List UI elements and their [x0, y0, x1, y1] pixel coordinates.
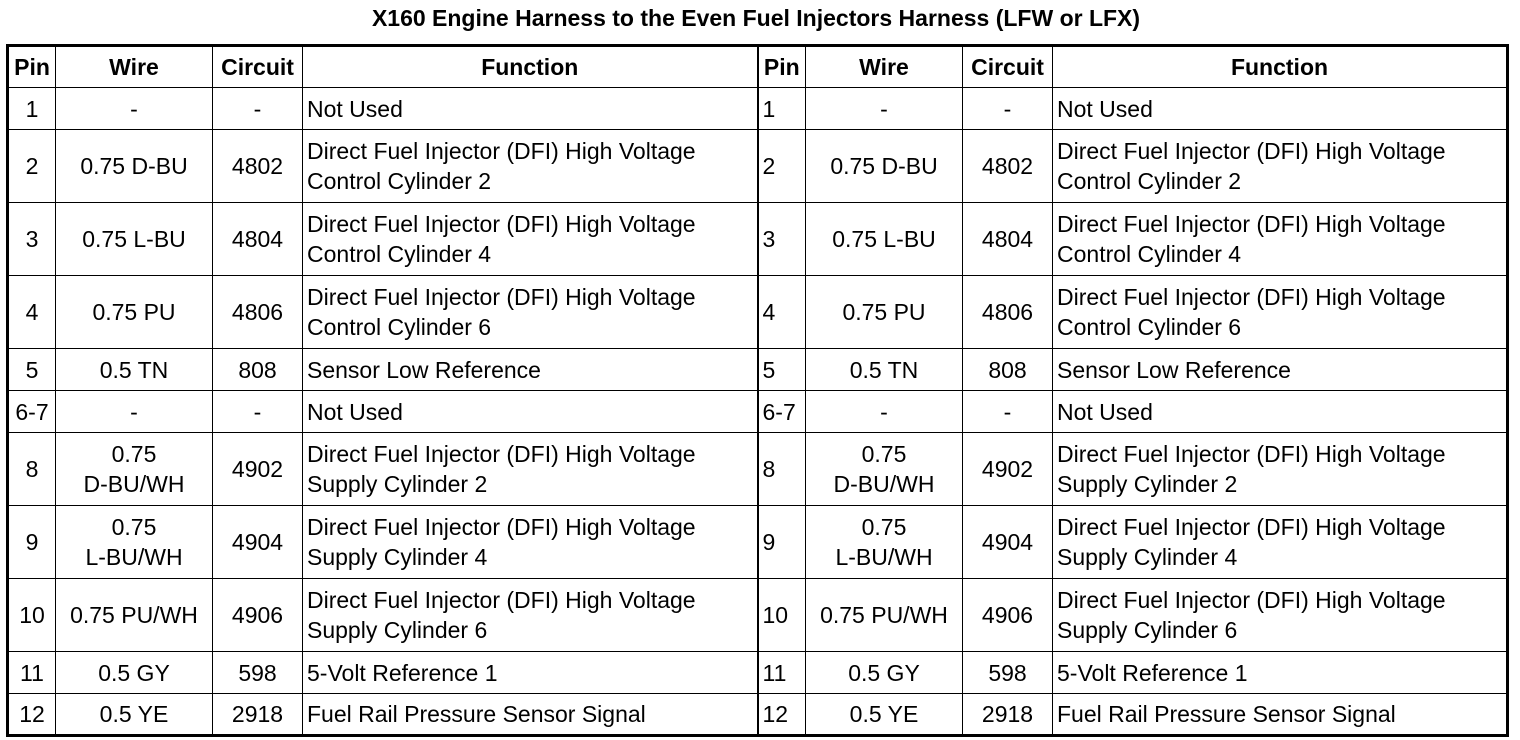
pin-cell: 6-7 [8, 391, 56, 433]
function-cell: Direct Fuel Injector (DFI) High Voltage Supply Cylinder 6 [1053, 579, 1508, 652]
wire-cell: 0.75 L-BU [56, 203, 213, 276]
table-row [8, 433, 1508, 506]
wire-cell: 0.75 PU/WH [806, 579, 963, 652]
pin-cell: 5 [758, 349, 806, 391]
function-cell: Direct Fuel Injector (DFI) High Voltage Control Cylinder 2 [1053, 130, 1508, 203]
wire-cell: 0.75 PU [806, 276, 963, 349]
circuit-cell: - [963, 391, 1053, 433]
table-row [8, 391, 1508, 433]
function-cell: Not Used [303, 391, 758, 433]
pin-cell: 9 [8, 506, 56, 579]
wire-cell: 0.5 GY [56, 652, 213, 694]
pin-cell: 4 [758, 276, 806, 349]
circuit-cell: 4806 [963, 276, 1053, 349]
pin-cell: 12 [758, 694, 806, 736]
circuit-cell: 2918 [963, 694, 1053, 736]
pin-cell: 10 [758, 579, 806, 652]
function-cell: Direct Fuel Injector (DFI) High Voltage Control Cylinder 6 [1053, 276, 1508, 349]
wire-cell: 0.75 D-BU/WH [806, 433, 963, 506]
circuit-cell: - [213, 88, 303, 130]
header-function: Function [1053, 46, 1508, 88]
wire-cell: 0.5 TN [56, 349, 213, 391]
function-cell: Sensor Low Reference [1053, 349, 1508, 391]
pin-cell: 2 [758, 130, 806, 203]
function-cell: 5-Volt Reference 1 [303, 652, 758, 694]
pin-cell: 10 [8, 579, 56, 652]
circuit-cell: 4804 [213, 203, 303, 276]
pin-cell: 6-7 [758, 391, 806, 433]
wire-cell: 0.5 YE [56, 694, 213, 736]
function-cell: Sensor Low Reference [303, 349, 758, 391]
wire-cell: 0.75 L-BU [806, 203, 963, 276]
function-cell: 5-Volt Reference 1 [1053, 652, 1508, 694]
circuit-cell: 598 [213, 652, 303, 694]
function-cell: Direct Fuel Injector (DFI) High Voltage Supply Cylinder 6 [303, 579, 758, 652]
circuit-cell: 4806 [213, 276, 303, 349]
header-wire: Wire [806, 46, 963, 88]
function-cell: Direct Fuel Injector (DFI) High Voltage Control Cylinder 4 [303, 203, 758, 276]
table-row [8, 652, 1508, 694]
pinout-table [6, 44, 1509, 737]
wire-cell: 0.5 YE [806, 694, 963, 736]
pin-cell: 3 [8, 203, 56, 276]
wire-cell: 0.75 PU [56, 276, 213, 349]
circuit-cell: 4904 [213, 506, 303, 579]
pin-cell: 5 [8, 349, 56, 391]
wire-cell: - [56, 88, 213, 130]
pin-cell: 8 [758, 433, 806, 506]
function-cell: Not Used [303, 88, 758, 130]
wire-cell: 0.75 D-BU [806, 130, 963, 203]
function-cell: Fuel Rail Pressure Sensor Signal [1053, 694, 1508, 736]
circuit-cell: 4906 [963, 579, 1053, 652]
function-cell: Direct Fuel Injector (DFI) High Voltage Control Cylinder 2 [303, 130, 758, 203]
circuit-cell: 2918 [213, 694, 303, 736]
circuit-cell: 4802 [213, 130, 303, 203]
wire-cell: - [806, 88, 963, 130]
table-row [8, 694, 1508, 736]
function-cell: Not Used [1053, 88, 1508, 130]
circuit-cell: 808 [963, 349, 1053, 391]
circuit-cell: - [213, 391, 303, 433]
header-pin: Pin [758, 46, 806, 88]
wire-cell: 0.75 PU/WH [56, 579, 213, 652]
function-cell: Direct Fuel Injector (DFI) High Voltage Control Cylinder 6 [303, 276, 758, 349]
table-row [8, 130, 1508, 203]
function-cell: Direct Fuel Injector (DFI) High Voltage Supply Cylinder 2 [303, 433, 758, 506]
pin-cell: 1 [758, 88, 806, 130]
pin-cell: 1 [8, 88, 56, 130]
table-row [8, 88, 1508, 130]
pin-cell: 8 [8, 433, 56, 506]
table-row [8, 276, 1508, 349]
wire-cell: 0.75 L-BU/WH [806, 506, 963, 579]
function-cell: Not Used [1053, 391, 1508, 433]
table-title: X160 Engine Harness to the Even Fuel Injectors Harness (LFW or LFX) [371, 5, 1141, 31]
circuit-cell: 808 [213, 349, 303, 391]
wire-cell: - [806, 391, 963, 433]
pin-cell: 12 [8, 694, 56, 736]
function-cell: Direct Fuel Injector (DFI) High Voltage Control Cylinder 4 [1053, 203, 1508, 276]
table-row [8, 506, 1508, 579]
pin-cell: 2 [8, 130, 56, 203]
function-cell: Direct Fuel Injector (DFI) High Voltage Supply Cylinder 2 [1053, 433, 1508, 506]
circuit-cell: 4902 [963, 433, 1053, 506]
wire-cell: 0.75 D-BU/WH [56, 433, 213, 506]
pin-cell: 4 [8, 276, 56, 349]
circuit-cell: 4802 [963, 130, 1053, 203]
pin-cell: 3 [758, 203, 806, 276]
header-wire: Wire [56, 46, 213, 88]
circuit-cell: - [963, 88, 1053, 130]
circuit-cell: 4902 [213, 433, 303, 506]
function-cell: Direct Fuel Injector (DFI) High Voltage Supply Cylinder 4 [1053, 506, 1508, 579]
header-function: Function [303, 46, 758, 88]
header-circuit: Circuit [963, 46, 1053, 88]
table-row [8, 579, 1508, 652]
wire-cell: 0.5 GY [806, 652, 963, 694]
circuit-cell: 4904 [963, 506, 1053, 579]
wire-cell: 0.75 L-BU/WH [56, 506, 213, 579]
header-pin: Pin [8, 46, 56, 88]
wire-cell: - [56, 391, 213, 433]
pin-cell: 11 [8, 652, 56, 694]
table-row [8, 349, 1508, 391]
circuit-cell: 4906 [213, 579, 303, 652]
pin-cell: 9 [758, 506, 806, 579]
circuit-cell: 4804 [963, 203, 1053, 276]
header-circuit: Circuit [213, 46, 303, 88]
table-body [8, 88, 1508, 736]
function-cell: Direct Fuel Injector (DFI) High Voltage Supply Cylinder 4 [303, 506, 758, 579]
pin-cell: 11 [758, 652, 806, 694]
table-row [8, 203, 1508, 276]
circuit-cell: 598 [963, 652, 1053, 694]
function-cell: Fuel Rail Pressure Sensor Signal [303, 694, 758, 736]
wire-cell: 0.5 TN [806, 349, 963, 391]
header-row [8, 46, 1508, 88]
wire-cell: 0.75 D-BU [56, 130, 213, 203]
